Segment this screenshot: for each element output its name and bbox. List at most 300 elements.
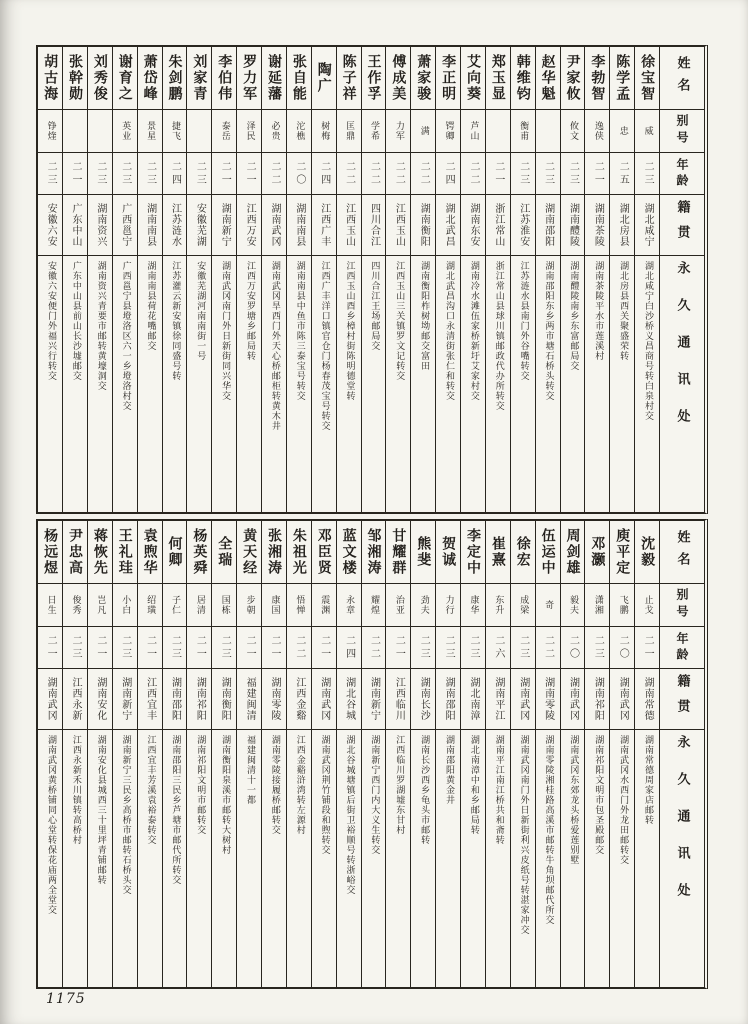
address-text: 广西邕宁县墱洛区六一乡墱洛村交	[120, 261, 131, 411]
header-name-label: 姓名	[674, 56, 690, 100]
name-text: 陈学孟	[614, 54, 631, 102]
address-cell	[635, 256, 659, 512]
courtesy-name-cell	[635, 110, 659, 153]
entry-column	[38, 47, 62, 512]
name-text: 张湘涛	[265, 528, 282, 576]
native-place-cell	[411, 195, 435, 256]
name-text: 庾平定	[614, 528, 631, 576]
courtesy-name-cell	[113, 110, 137, 153]
native-place-text: 湖南衡阳	[418, 203, 430, 247]
entry-column	[311, 521, 336, 987]
native-place-text: 湖南武冈	[567, 677, 579, 721]
header-address-label: 永久通讯处	[674, 261, 690, 446]
age-cell	[88, 627, 112, 669]
age-text: 二五	[617, 160, 629, 187]
address-text: 湖南邵阳东乡两市塘石桥头转交	[543, 261, 554, 401]
address-text: 湖南冷水滩伍家桥新圩艾家村交	[468, 261, 479, 401]
address-text: 广东中山县前山长沙墟邮交	[70, 261, 81, 381]
name-cell	[585, 47, 609, 110]
native-place-text: 湖南祁阳	[592, 677, 604, 721]
name-cell	[262, 521, 286, 584]
age-cell	[287, 627, 311, 669]
address-cell	[88, 256, 112, 512]
native-place-cell	[536, 669, 560, 730]
header-courtesy-cell	[660, 584, 704, 627]
address-text: 湖南零陵接履桥邮转交	[269, 735, 280, 835]
courtesy-name-cell	[163, 110, 187, 153]
header-address-label: 永久通讯处	[674, 735, 690, 920]
native-place-text: 湖南武冈	[45, 677, 57, 721]
address-cell	[187, 256, 211, 512]
native-place-text: 广东中山	[69, 203, 81, 247]
age-text: 二四	[318, 160, 330, 187]
header-age-label: 年龄	[675, 157, 689, 190]
name-text: 邓灏	[589, 536, 606, 568]
address-text: 湖北武昌沟口永清街张仁和转交	[444, 261, 454, 401]
address-text: 湖南武冈旱西门外天心桥邮柜转黄木井	[269, 261, 280, 431]
address-cell	[187, 730, 211, 987]
age-cell	[312, 153, 336, 195]
courtesy-name-text: 悟惮	[294, 595, 305, 615]
age-text: 二二	[293, 634, 305, 661]
address-cell	[113, 256, 137, 512]
native-place-cell	[362, 669, 386, 730]
entry-column	[584, 521, 609, 987]
name-text: 谢延藩	[265, 54, 282, 102]
native-place-text: 江西临川	[393, 677, 405, 721]
age-text: 二二	[542, 634, 554, 661]
native-place-text: 湖北谷城	[343, 677, 355, 721]
entry-column	[137, 521, 162, 987]
courtesy-name-cell	[287, 584, 311, 627]
native-place-cell	[461, 195, 485, 256]
native-place-text: 湖南茶陵	[592, 203, 604, 247]
age-cell	[63, 153, 87, 195]
courtesy-name-text: 绍璜	[145, 595, 156, 615]
entry-column	[634, 47, 659, 512]
native-place-text: 湖南零陵	[268, 677, 280, 721]
native-place-text: 湖南新宁	[219, 203, 231, 247]
native-place-cell	[585, 195, 609, 256]
native-place-text: 湖南武冈	[268, 203, 280, 247]
age-text: 二一	[144, 634, 156, 661]
entry-column	[460, 47, 485, 512]
native-place-cell	[536, 195, 560, 256]
address-text: 江西临川罗湖墟东甘村	[394, 735, 405, 835]
age-text: 二三	[567, 160, 579, 187]
bottom-table-header-column	[659, 521, 704, 987]
native-place-text: 湖南衡阳	[219, 677, 231, 721]
address-cell	[38, 730, 62, 987]
address-cell	[362, 256, 386, 512]
name-cell	[362, 521, 386, 584]
age-text: 二一	[318, 634, 330, 661]
entry-column	[485, 47, 510, 512]
courtesy-name-cell	[212, 584, 236, 627]
address-text: 湖南资兴青要市邮转黄壕洞交	[95, 261, 106, 391]
native-place-cell	[386, 195, 410, 256]
address-cell	[536, 730, 560, 987]
entry-column	[286, 47, 311, 512]
courtesy-name-text: 攸文	[567, 121, 578, 141]
age-cell	[486, 153, 510, 195]
courtesy-name-cell	[536, 584, 560, 627]
native-place-cell	[287, 669, 311, 730]
entry-column	[186, 521, 211, 987]
age-cell	[461, 153, 485, 195]
age-cell	[337, 627, 361, 669]
age-text: 二四	[169, 160, 181, 187]
entry-column	[38, 521, 62, 987]
courtesy-name-cell	[386, 584, 410, 627]
name-text: 袁煦华	[141, 528, 158, 576]
age-text: 二一	[194, 634, 206, 661]
age-text: 二三	[418, 634, 430, 661]
courtesy-name-cell	[436, 584, 460, 627]
native-place-cell	[436, 195, 460, 256]
age-cell	[312, 627, 336, 669]
entry-column	[510, 47, 535, 512]
age-cell	[561, 153, 585, 195]
courtesy-name-cell	[88, 110, 112, 153]
age-cell	[163, 153, 187, 195]
name-cell	[436, 47, 460, 110]
name-cell	[163, 521, 187, 584]
courtesy-name-text: 小白	[120, 595, 131, 615]
age-text: 二三	[119, 634, 131, 661]
entry-column	[634, 521, 659, 987]
name-cell	[461, 47, 485, 110]
address-cell	[585, 256, 609, 512]
native-place-text: 江西玉山	[343, 203, 355, 247]
name-cell	[212, 47, 236, 110]
native-place-text: 湖南祁阳	[194, 677, 206, 721]
age-cell	[610, 627, 634, 669]
address-text: 湖南武冈南门外日新街利兴皮纸号转湛家冲交	[518, 735, 529, 935]
name-cell	[536, 521, 560, 584]
entry-column	[186, 47, 211, 512]
entry-column	[236, 47, 261, 512]
age-text: 二六	[492, 634, 504, 661]
name-cell	[635, 47, 659, 110]
courtesy-name-text: 逸侠	[592, 121, 603, 141]
name-cell	[536, 47, 560, 110]
courtesy-name-cell	[187, 584, 211, 627]
address-cell	[38, 256, 62, 512]
age-cell	[411, 627, 435, 669]
native-place-cell	[63, 195, 87, 256]
name-text: 杨远煜	[42, 528, 59, 576]
entry-column	[385, 47, 410, 512]
entry-column	[162, 521, 187, 987]
name-text: 周剑雄	[564, 528, 581, 576]
address-text: 江西万安罗塘乡邮局转	[245, 261, 255, 361]
address-cell	[635, 730, 659, 987]
address-text: 湖南武冈荆竹铺段和煦转交	[319, 735, 330, 855]
address-text: 湖北南漳中和乡邮局转	[468, 735, 479, 835]
native-place-text: 江西玉山	[393, 203, 405, 247]
address-cell	[511, 256, 535, 512]
native-place-cell	[163, 195, 187, 256]
native-place-cell	[337, 669, 361, 730]
name-text: 蓝文楼	[340, 528, 357, 576]
name-cell	[212, 521, 236, 584]
address-cell	[486, 256, 510, 512]
entry-column	[62, 47, 87, 512]
native-place-cell	[635, 195, 659, 256]
name-text: 李定中	[464, 528, 481, 576]
age-cell	[113, 627, 137, 669]
entry-column	[87, 47, 112, 512]
age-text: 二一	[244, 160, 256, 187]
native-place-cell	[187, 669, 211, 730]
address-text: 湖南醴陵南乡东富邮局交	[568, 261, 579, 371]
native-place-cell	[561, 669, 585, 730]
native-place-cell	[511, 195, 535, 256]
native-place-text: 江苏淮安	[517, 203, 529, 247]
name-cell	[63, 521, 87, 584]
address-cell	[436, 730, 460, 987]
native-place-cell	[610, 195, 634, 256]
courtesy-name-text: 力军	[393, 121, 404, 141]
age-text: 二一	[592, 160, 604, 187]
entry-column	[385, 521, 410, 987]
native-place-cell	[113, 195, 137, 256]
address-text: 浙江常山县球川镇邮政代办所转交	[493, 261, 504, 411]
age-cell	[610, 153, 634, 195]
courtesy-name-cell	[88, 584, 112, 627]
age-cell	[362, 627, 386, 669]
courtesy-name-cell	[113, 584, 137, 627]
name-cell	[287, 47, 311, 110]
entry-column	[435, 47, 460, 512]
age-text: 二一	[393, 634, 405, 661]
courtesy-name-cell	[610, 584, 634, 627]
courtesy-name-text: 东升	[493, 595, 504, 615]
name-text: 萧岱峰	[141, 54, 158, 102]
name-text: 傅成美	[390, 54, 407, 102]
courtesy-name-text: 学希	[368, 121, 379, 141]
entry-column	[410, 521, 435, 987]
address-text: 湖南长沙西乡龟头市邮转	[419, 735, 430, 845]
courtesy-name-text: 居清	[194, 595, 205, 615]
name-cell	[561, 521, 585, 584]
name-cell	[187, 521, 211, 584]
entry-column	[410, 47, 435, 512]
name-cell	[337, 521, 361, 584]
entry-column	[609, 47, 634, 512]
address-text: 江西宜丰芳溪袁裕泰转交	[145, 735, 156, 845]
age-text: 二二	[467, 160, 479, 187]
native-place-text: 湖南武冈	[617, 677, 629, 721]
native-place-text: 浙江常山	[492, 203, 504, 247]
native-place-cell	[88, 195, 112, 256]
name-cell	[610, 47, 634, 110]
entry-column	[261, 47, 286, 512]
name-text: 萧家骏	[415, 54, 432, 102]
name-text: 王礼珪	[116, 528, 133, 576]
name-cell	[337, 47, 361, 110]
courtesy-name-cell	[38, 584, 62, 627]
age-text: 二二	[343, 160, 355, 187]
native-place-cell	[461, 669, 485, 730]
entry-column	[286, 521, 311, 987]
entry-column	[361, 47, 386, 512]
courtesy-name-text: 威	[642, 126, 653, 136]
header-courtesy-label: 别号	[675, 114, 689, 148]
page-number: 1175	[46, 991, 86, 1007]
native-place-cell	[337, 195, 361, 256]
name-text: 熊斐	[415, 536, 432, 568]
age-text: 二〇	[567, 634, 579, 661]
courtesy-name-cell	[63, 110, 87, 153]
entry-column	[62, 521, 87, 987]
address-cell	[287, 256, 311, 512]
name-cell	[187, 47, 211, 110]
header-courtesy-label: 别号	[675, 588, 689, 622]
age-cell	[486, 627, 510, 669]
courtesy-name-cell	[187, 110, 211, 153]
courtesy-name-text: 忠	[617, 126, 628, 136]
age-cell	[187, 627, 211, 669]
courtesy-name-text: 匡鼎	[344, 121, 355, 141]
age-cell	[237, 627, 261, 669]
courtesy-name-cell	[561, 110, 585, 153]
courtesy-name-cell	[511, 110, 535, 153]
courtesy-name-cell	[486, 584, 510, 627]
native-place-text: 湖南平江	[492, 677, 504, 721]
name-text: 陶广	[315, 62, 332, 94]
address-text: 湖南邵阳黄金井	[444, 735, 454, 805]
native-place-cell	[486, 195, 510, 256]
entry-column	[510, 521, 535, 987]
entry-column	[535, 521, 560, 987]
age-cell	[436, 627, 460, 669]
address-cell	[262, 730, 286, 987]
address-text: 湖南南县荷花嘴邮交	[145, 261, 156, 351]
courtesy-name-text: 衡甫	[518, 121, 529, 141]
name-cell	[411, 521, 435, 584]
header-name-cell	[660, 47, 704, 110]
name-cell	[386, 521, 410, 584]
age-text: 二二	[368, 160, 380, 187]
courtesy-name-cell	[337, 584, 361, 627]
entry-column	[560, 521, 585, 987]
name-text: 何卿	[166, 536, 183, 568]
name-text: 崔熹	[489, 536, 506, 568]
age-cell	[635, 153, 659, 195]
courtesy-name-cell	[610, 110, 634, 153]
name-text: 朱祖光	[290, 528, 307, 576]
name-cell	[113, 521, 137, 584]
name-cell	[88, 47, 112, 110]
native-place-text: 江西广丰	[318, 203, 330, 247]
header-native-cell	[660, 195, 704, 256]
age-cell	[287, 153, 311, 195]
courtesy-name-text: 康国	[269, 595, 280, 615]
entry-column	[261, 521, 286, 987]
address-cell	[212, 730, 236, 987]
age-text: 二一	[642, 634, 654, 661]
address-cell	[610, 730, 634, 987]
courtesy-name-cell	[411, 110, 435, 153]
address-cell	[337, 256, 361, 512]
age-text: 二三	[45, 160, 57, 187]
courtesy-name-cell	[163, 584, 187, 627]
header-native-label: 籍贯	[674, 674, 690, 724]
address-cell	[63, 256, 87, 512]
courtesy-name-cell	[262, 110, 286, 153]
courtesy-name-cell	[561, 584, 585, 627]
address-cell	[212, 256, 236, 512]
address-cell	[237, 730, 261, 987]
courtesy-name-text: 满	[418, 126, 429, 136]
age-cell	[113, 153, 137, 195]
native-place-text: 湖南武冈	[517, 677, 529, 721]
address-text: 福建闽清十一都	[245, 735, 255, 805]
courtesy-name-text: 飞鹏	[617, 595, 628, 615]
courtesy-name-cell	[536, 110, 560, 153]
entry-column	[485, 521, 510, 987]
header-name-cell	[660, 521, 704, 584]
age-cell	[88, 153, 112, 195]
native-place-cell	[635, 669, 659, 730]
native-place-cell	[113, 669, 137, 730]
native-place-cell	[237, 195, 261, 256]
name-text: 李伯伟	[216, 54, 233, 102]
bottom-register-table	[36, 519, 708, 989]
name-cell	[635, 521, 659, 584]
name-cell	[312, 521, 336, 584]
courtesy-name-text: 成梁	[518, 595, 529, 615]
courtesy-name-text: 锷卿	[443, 121, 454, 141]
header-address-cell	[660, 730, 704, 987]
courtesy-name-cell	[461, 110, 485, 153]
native-place-cell	[610, 669, 634, 730]
native-place-cell	[63, 669, 87, 730]
courtesy-name-cell	[138, 110, 162, 153]
age-text: 二一	[244, 634, 256, 661]
name-text: 罗力军	[241, 54, 258, 102]
native-place-text: 湖南南县	[144, 203, 156, 247]
age-text: 二一	[492, 160, 504, 187]
entry-column	[584, 47, 609, 512]
name-text: 尹忠高	[66, 528, 83, 576]
age-text: 二三	[69, 634, 81, 661]
entry-column	[112, 521, 137, 987]
address-cell	[337, 730, 361, 987]
address-text: 江西金谿浒湾转左源村	[294, 735, 305, 835]
name-text: 艾向葵	[464, 54, 481, 102]
age-text: 二三	[517, 634, 529, 661]
courtesy-name-text: 力行	[443, 595, 454, 615]
native-place-text: 湖北南漳	[467, 677, 479, 721]
header-name-label: 姓名	[674, 530, 690, 574]
native-place-text: 湖南武冈	[318, 677, 330, 721]
age-cell	[536, 153, 560, 195]
address-text: 四川合江王场邮局交	[369, 261, 380, 351]
native-place-text: 湖南邵阳	[542, 203, 554, 247]
native-place-text: 安徽芜湖	[194, 203, 206, 247]
age-cell	[436, 153, 460, 195]
courtesy-name-text: 必贵	[269, 121, 280, 141]
address-text: 湖南茶陵平水市莲溪村	[593, 261, 604, 361]
courtesy-name-text: 劲夫	[418, 595, 429, 615]
entry-column	[112, 47, 137, 512]
courtesy-name-cell	[461, 584, 485, 627]
native-place-cell	[411, 669, 435, 730]
address-cell	[237, 256, 261, 512]
